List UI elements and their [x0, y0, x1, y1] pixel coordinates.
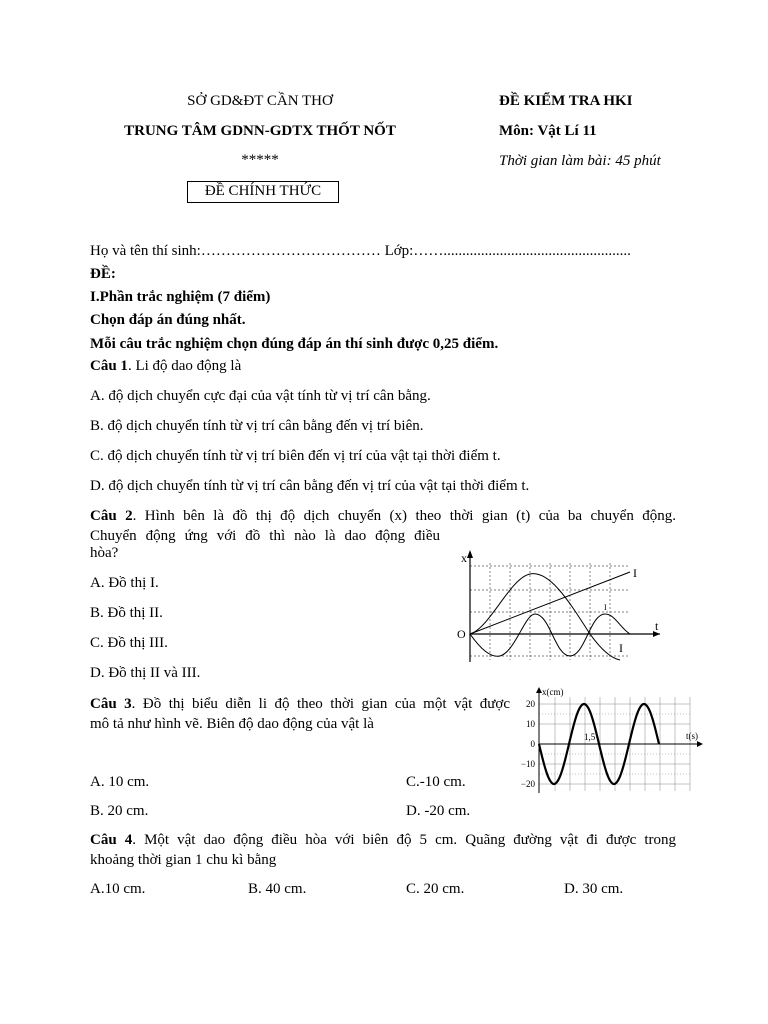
q1-number: Câu 1 — [90, 358, 128, 374]
q3-y-title: x(cm) — [542, 687, 564, 697]
q3-stem-line1 — [90, 696, 510, 713]
q3-ytick-0: 0 — [530, 739, 535, 749]
q3-t-mark: 1,5 — [584, 732, 596, 742]
q2-x-label: x — [461, 551, 467, 565]
q3-option-a: A. 10 cm. — [90, 774, 150, 790]
q3-option-c: C.-10 cm. — [406, 774, 466, 790]
q2-stem-line3: hòa? — [90, 545, 119, 561]
instruction-score: Mỗi câu trắc nghiệm chọn đúng đáp án thí sinh được 0,25 điểm. — [90, 336, 499, 352]
time-limit: Thời gian làm bài: 45 phút — [499, 153, 661, 169]
q2-x-arrow — [467, 550, 473, 558]
q2-stem-line2: Chuyển động ứng với đồ thì nào là dao động điều — [90, 528, 440, 544]
q3-x-title: t(s) — [686, 731, 698, 741]
q3-ytick-20: 20 — [526, 699, 535, 709]
q3-stem-line2: mô tả như hình vẽ. Biên độ dao động của vật là — [90, 716, 374, 732]
exam-label: ĐỀ: — [90, 266, 116, 282]
q4-option-c: C. 20 cm. — [406, 881, 465, 897]
q1-option-d: D. độ dịch chuyển tính từ vị trí cân bằng đến vị trí của vật tại thời điểm t. — [90, 478, 530, 494]
q3-displacement-graph — [515, 683, 705, 795]
q2-option-b: B. Đồ thị II. — [90, 605, 163, 621]
q2-label-mid: I — [604, 603, 607, 612]
q3-ytick-10: 10 — [526, 719, 535, 729]
exam-title: ĐỀ KIỂM TRA HKI — [499, 93, 633, 109]
q3-option-b: B. 20 cm. — [90, 803, 149, 819]
q3-option-d: D. -20 cm. — [406, 803, 471, 819]
q2-text: . Hình bên là đồ thị độ dịch chuyển (x) theo thời gian (t) của ba chuyển động. — [132, 508, 676, 524]
q4-text: . Một vật dao động điều hòa với biên độ 5 cm. Quãng đường vật đi được trong — [132, 832, 676, 848]
q2-option-a: A. Đồ thị I. — [90, 575, 159, 591]
department-name: SỞ GD&ĐT CẦN THƠ — [187, 93, 333, 109]
q4-option-b: B. 40 cm. — [248, 881, 307, 897]
q2-option-d: D. Đồ thị II và III. — [90, 665, 201, 681]
q1-option-c: C. độ dịch chuyển tính từ vị trí biên đến vị trí của vật tại thời điểm t. — [90, 448, 501, 464]
q3-ytick-neg20: −20 — [520, 779, 535, 789]
q4-stem-line1 — [90, 832, 676, 849]
q1-option-a: A. độ dịch chuyển cực đại của vật tính từ vị trí cân bằng. — [90, 388, 431, 404]
q2-label-I: I — [633, 566, 637, 580]
q2-graph-II — [470, 574, 620, 660]
q4-option-d: D. 30 cm. — [564, 881, 624, 897]
q2-option-c: C. Đồ thị III. — [90, 635, 168, 651]
instruction-choose: Chọn đáp án đúng nhất. — [90, 312, 246, 328]
q2-origin-label: O — [457, 627, 466, 641]
subject-label: Môn: Vật Lí 11 — [499, 123, 597, 139]
q4-option-a: A.10 cm. — [90, 881, 146, 897]
q1-option-b: B. độ dịch chuyển tính từ vị trí cân bằng đến vị trí biên. — [90, 418, 424, 434]
part1-title: I.Phần trắc nghiệm (7 điểm) — [90, 289, 271, 305]
stars-divider: ***** — [241, 152, 279, 168]
q2-t-label: t — [655, 619, 659, 633]
q3-t-arrow — [697, 741, 703, 747]
q1-stem — [90, 358, 241, 375]
q4-stem-line2: khoảng thời gian 1 chu kì bằng — [90, 852, 277, 868]
q3-text: . Đồ thị biểu diễn li độ theo thời gian của một vật được — [131, 696, 510, 712]
q3-number: Câu 3 — [90, 696, 132, 712]
official-exam-box: ĐỀ CHÍNH THỨC — [187, 181, 339, 203]
q2-number: Câu 2 — [90, 508, 133, 524]
student-info-line: Họ và tên thí sinh:……………………………… Lớp:…….................................................. — [90, 243, 631, 259]
q4-number: Câu 4 — [90, 832, 133, 848]
q2-motion-graph — [455, 548, 670, 668]
q2-stem-line1 — [90, 508, 676, 525]
q3-ytick-neg10: −10 — [520, 759, 535, 769]
center-name: TRUNG TÂM GDNN-GDTX THỐT NỐT — [124, 123, 396, 139]
q1-text: . Li độ dao động là — [127, 358, 242, 374]
q2-label-bottom: I — [619, 641, 623, 655]
